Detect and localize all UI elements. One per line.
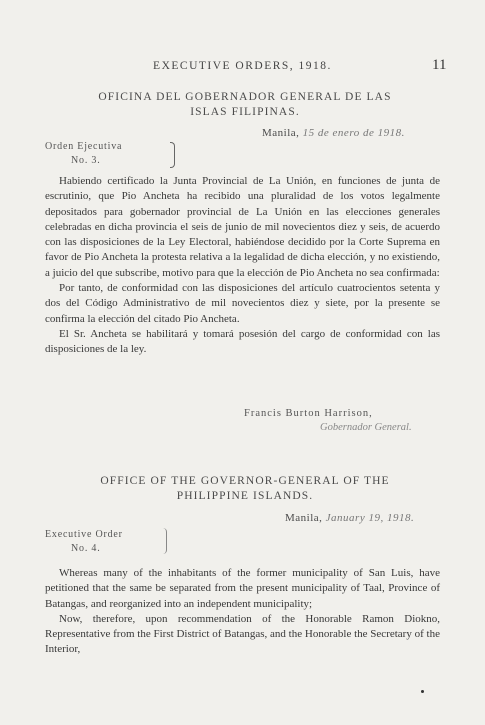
body-paragraph: Habiendo certificado la Junta Provincial de La Unión, en funciones de junta de escrutinio, que Pio Ancheta ha recibido una pluralidad de los votos legalmente depositados para gobernador provincial de La Unión en las elecciones generales celebradas en dicha provincia el seis de junio de mil novecientos diez y seis, de acuerdo con las disposiciones de la Ley Electoral, habiéndose decidido por la Corte Suprema en favor de Pio Ancheta la protesta relativa a la legalidad de dicha elección, y no existiendo, a juicio del que subscribe, motivo para que la elección de Pio Ancheta no sea confirmada:	[45, 175, 440, 279]
order-label-title: Orden Ejecutiva	[45, 141, 123, 152]
body-paragraph: Now, therefore, upon recommendation of the Honorable Ramon Diokno, Representative from the First District of Batangas, and the Honorable the Secretary of the Interior,	[45, 612, 440, 656]
office-heading-line: ISLAS FILIPINAS.	[190, 106, 300, 118]
body-paragraph: Whereas many of the inhabitants of the former municipality of San Luis, have petitioned that the same be separated from the present municipality of Taal, Province of Batangas, and reorganized into an independent municipality;	[45, 567, 440, 610]
dateline-date: January 19, 1918.	[325, 512, 415, 524]
dateline-place: Manila,	[285, 512, 323, 524]
office-heading-line: OFFICE OF THE GOVERNOR-GENERAL OF THE	[100, 475, 390, 487]
page-number: 11	[432, 57, 447, 73]
bracket-mark	[170, 142, 175, 168]
running-head: EXECUTIVE ORDERS, 1918.	[153, 60, 332, 72]
dateline-date: 15 de enero de 1918.	[302, 127, 405, 139]
dateline-en	[285, 512, 414, 524]
signature-title: Gobernador General.	[320, 422, 412, 433]
order-label-title: Executive Order	[45, 529, 123, 540]
office-heading-line: OFICINA DEL GOBERNADOR GENERAL DE LAS	[98, 91, 392, 103]
bracket-mark	[162, 528, 167, 554]
dateline-place: Manila,	[262, 127, 300, 139]
order-label-es	[45, 140, 122, 168]
office-heading-en	[55, 474, 435, 504]
order-label-en	[45, 528, 123, 556]
order-body-es	[45, 174, 440, 358]
office-heading-line: PHILIPPINE ISLANDS.	[176, 490, 314, 502]
order-label-number: No. 3.	[71, 155, 101, 166]
dateline-es	[262, 127, 405, 139]
body-paragraph: El Sr. Ancheta se habilitará y tomará posesión del cargo de conformidad con las disposiciones de la ley.	[45, 327, 440, 356]
print-speck	[421, 690, 424, 693]
office-heading-es	[55, 90, 435, 120]
order-label-number: No. 4.	[71, 543, 101, 554]
body-paragraph: Por tanto, de conformidad con las disposiciones del artículo cuatrocientos setenta y dos del Código Administrativo de mil novecientos diez y siete, por la presente se confirma la elección del citado Pio Ancheta.	[45, 282, 440, 325]
order-body-en	[45, 566, 440, 658]
signature-name: Francis Burton Harrison,	[244, 408, 373, 419]
